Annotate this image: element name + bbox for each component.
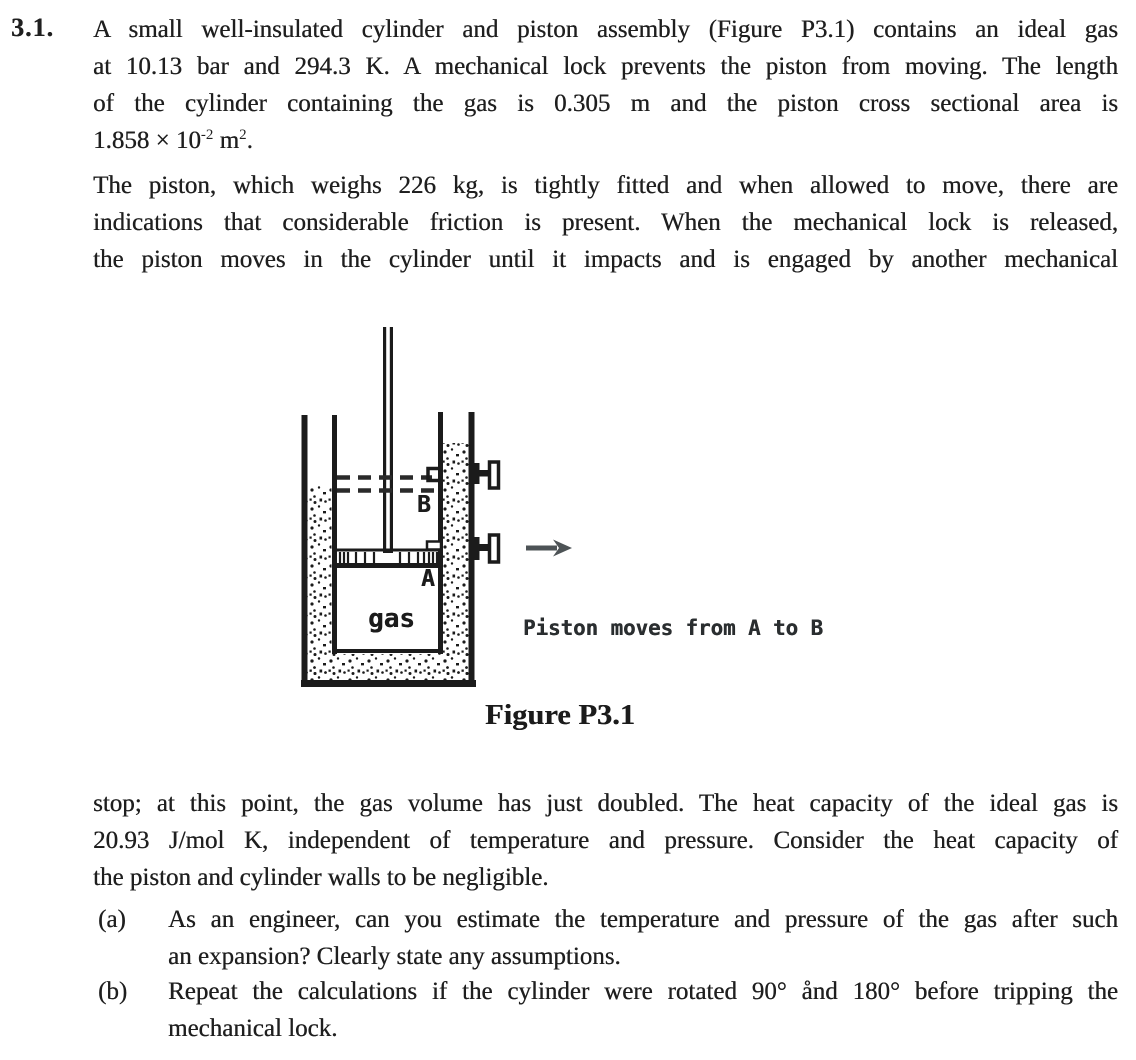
paragraph-intro-line-1: A small well-insulated cylinder and piston assembly (Figure P3.1) contains an ideal gas bbox=[93, 16, 1118, 43]
item-a-label: (a) bbox=[98, 906, 126, 933]
paragraph-stop bbox=[93, 785, 1118, 896]
figure-caption: Figure P3.1 bbox=[485, 699, 635, 731]
paragraph-intro-line-4 bbox=[93, 122, 1118, 159]
item-b-line-2: mechanical lock. bbox=[168, 1015, 338, 1042]
lock-notch-b bbox=[428, 469, 438, 481]
paragraph-piston-line-3: the piston moves in the cylinder until it impacts and is engaged by another mechanical bbox=[93, 246, 1118, 273]
item-b-line-1: Repeat the calculations if the cylinder were rotated 90° ånd 180° before tripping the bbox=[168, 978, 1118, 1005]
question-item-a bbox=[98, 901, 1118, 975]
label-position-a: A bbox=[421, 566, 435, 592]
value-base: 1.858 × 10 bbox=[93, 127, 201, 154]
lock-notch-a bbox=[427, 542, 441, 550]
piston-rod-highlight bbox=[386, 327, 390, 551]
label-gas: gas bbox=[368, 604, 415, 634]
lock-bolt-lower bbox=[474, 535, 499, 562]
right-arrow-icon bbox=[526, 540, 572, 557]
paragraph-intro bbox=[93, 11, 1118, 159]
paragraph-stop-line-3: the piston and cylinder walls to be negligible. bbox=[93, 864, 549, 891]
figure-p3-1 bbox=[290, 315, 850, 745]
item-b-label: (b) bbox=[98, 978, 128, 1005]
lock-bolt-upper bbox=[474, 462, 499, 488]
period: . bbox=[246, 127, 253, 154]
question-item-b bbox=[98, 973, 1118, 1047]
paragraph-piston bbox=[93, 167, 1118, 278]
paragraph-piston-line-1: The piston, which weighs 226 kg, is tightly fitted and when allowed to move, there are bbox=[93, 172, 1118, 199]
exponent-2: 2 bbox=[239, 127, 247, 143]
item-a-text bbox=[168, 901, 1118, 975]
paragraph-stop-line-1: stop; at this point, the gas volume has just doubled. The heat capacity of the ideal gas is bbox=[93, 790, 1118, 817]
paragraph-piston-line-2: indications that considerable friction is present. When the mechanical lock is released, bbox=[93, 209, 1118, 236]
item-a-line-1: As an engineer, can you estimate the temperature and pressure of the gas after such bbox=[168, 906, 1118, 933]
piston-cylinder-diagram bbox=[290, 315, 850, 745]
insulation-left bbox=[308, 485, 332, 680]
unit-m: m bbox=[213, 127, 240, 154]
item-a-line-2: an expansion? Clearly state any assumptions. bbox=[168, 943, 621, 970]
label-position-b: B bbox=[417, 492, 431, 518]
piston-hatching bbox=[340, 552, 437, 563]
item-b-text bbox=[168, 973, 1118, 1047]
exponent-minus-2: -2 bbox=[200, 127, 214, 143]
paragraph-intro-line-3: of the cylinder containing the gas is 0.305 m and the piston cross sectional area is bbox=[93, 90, 1118, 117]
insulation-bottom bbox=[308, 654, 469, 680]
figure-note: Piston moves from A to B bbox=[523, 616, 823, 640]
insulation-right bbox=[443, 443, 469, 680]
paragraph-stop-line-2: 20.93 J/mol K, independent of temperature and pressure. Consider the heat capacity of bbox=[93, 827, 1118, 854]
paragraph-intro-line-2: at 10.13 bar and 294.3 K. A mechanical lock prevents the piston from moving. The length bbox=[93, 53, 1118, 80]
problem-number: 3.1. bbox=[11, 13, 54, 42]
